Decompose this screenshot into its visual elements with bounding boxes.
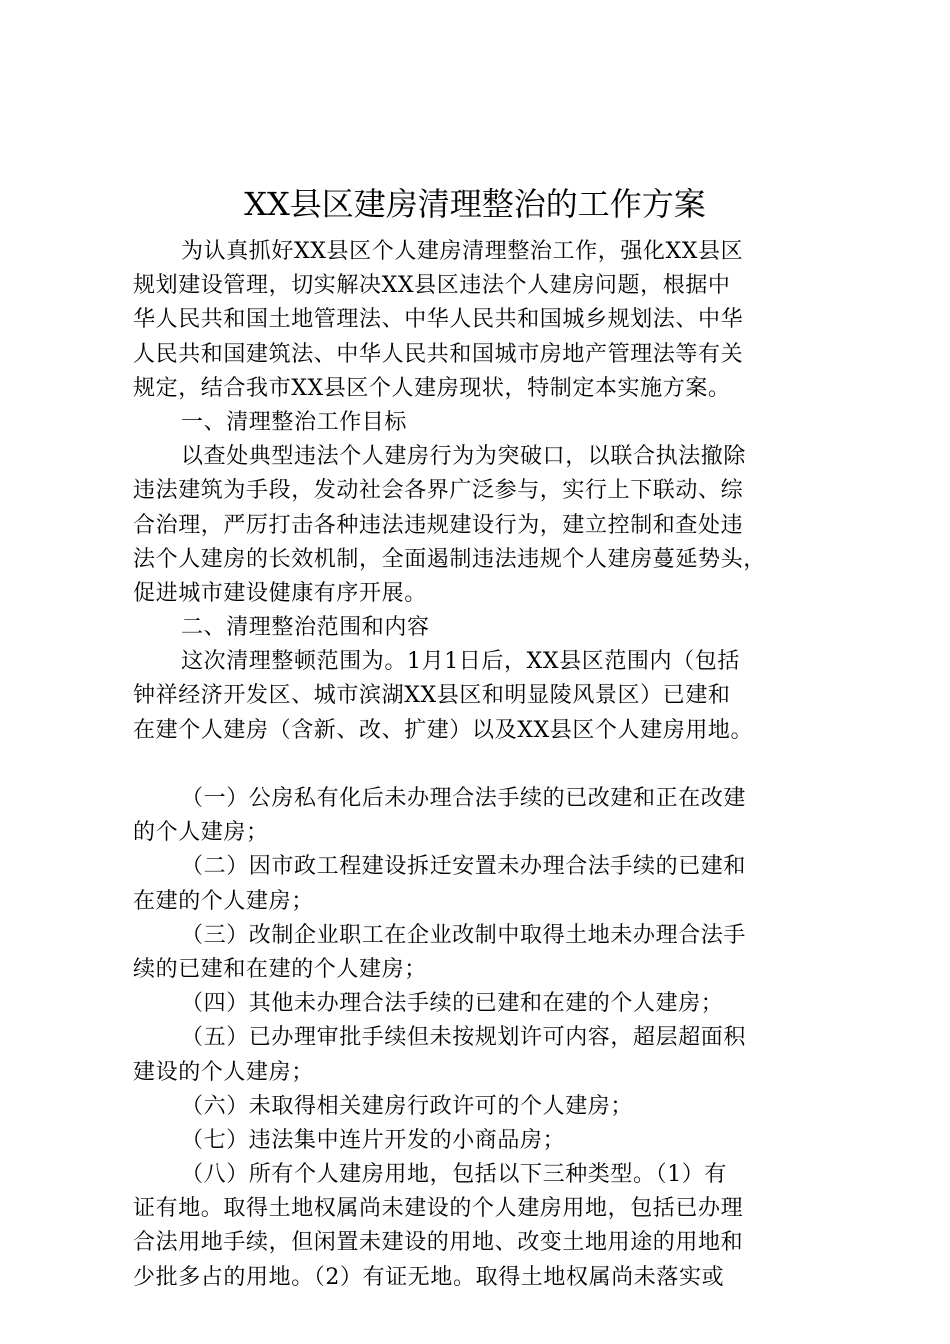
list-item-line: 建设的个人建房； (133, 1059, 314, 1085)
list-item-line: 证有地。取得土地权属尚未建设的个人建房用地，包括已办理 (133, 1196, 744, 1222)
section-heading: 一、清理整治工作目标 (181, 409, 408, 435)
paragraph-line: 在建个人建房（含新、改、扩建）以及XX县区个人建房用地。 (133, 717, 754, 743)
paragraph-line: 规定，结合我市XX县区个人建房现状，特制定本实施方案。 (133, 375, 731, 401)
paragraph-line: 这次清理整顿范围为。1月1日后，XX县区范围内（包括 (181, 649, 740, 675)
paragraph-line: 华人民共和国土地管理法、中华人民共和国城乡规划法、中华 (133, 307, 744, 333)
paragraph-line: 为认真抓好XX县区个人建房清理整治工作，强化XX县区 (181, 239, 744, 264)
list-item-line: 在建的个人建房； (133, 888, 314, 914)
list-item-line: （一）公房私有化后未办理合法手续的已改建和正在改建 (181, 786, 747, 811)
list-item-line: （七）违法集中连片开发的小商品房； (181, 1127, 566, 1153)
list-item-line: （五）已办理审批手续但未按规划许可内容，超层超面积 (181, 1025, 747, 1051)
paragraph-line: 法个人建房的长效机制，全面遏制违法违规个人建房蔓延势头， (133, 546, 766, 572)
list-item-line: （三）改制企业职工在企业改制中取得土地未办理合法手 (181, 922, 747, 948)
document-title: XX县区建房清理整治的工作方案 (244, 185, 706, 223)
list-item-line: 续的已建和在建的个人建房； (133, 956, 427, 982)
list-item-line: （六）未取得相关建房行政许可的个人建房； (181, 1093, 634, 1119)
list-item-line: 少批多占的用地。（2）有证无地。取得土地权属尚未落实或 (133, 1264, 725, 1290)
blank-line (133, 748, 823, 782)
list-item-line: （八）所有个人建房用地，包括以下三种类型。（1）有 (181, 1162, 727, 1188)
paragraph-line: 钟祥经济开发区、城市滨湖XX县区和明显陵风景区）已建和 (133, 683, 731, 709)
paragraph-line: 合治理，严厉打击各种违法违规建设行为，建立控制和查处违 (133, 512, 744, 538)
paragraph-line: 以查处典型违法个人建房行为为突破口，以联合执法撤除 (181, 444, 747, 470)
list-item-line: （四）其他未办理合法手续的已建和在建的个人建房； (181, 991, 724, 1017)
section-heading: 二、清理整治范围和内容 (181, 615, 430, 641)
list-item-line: （二）因市政工程建设拆迁安置未办理合法手续的已建和 (181, 854, 747, 880)
list-item-line: 的个人建房； (133, 820, 269, 846)
paragraph-line: 规划建设管理，切实解决XX县区违法个人建房问题，根据中 (133, 273, 731, 299)
list-item-line: 合法用地手续，但闲置未建设的用地、改变土地用途的用地和 (133, 1230, 744, 1256)
paragraph-line: 促进城市建设健康有序开展。 (133, 580, 427, 606)
paragraph-line: 违法建筑为手段，发动社会各界广泛参与，实行上下联动、综 (133, 478, 744, 504)
document-body (133, 235, 823, 1295)
paragraph-line: 人民共和国建筑法、中华人民共和国城市房地产管理法等有关 (133, 341, 744, 367)
